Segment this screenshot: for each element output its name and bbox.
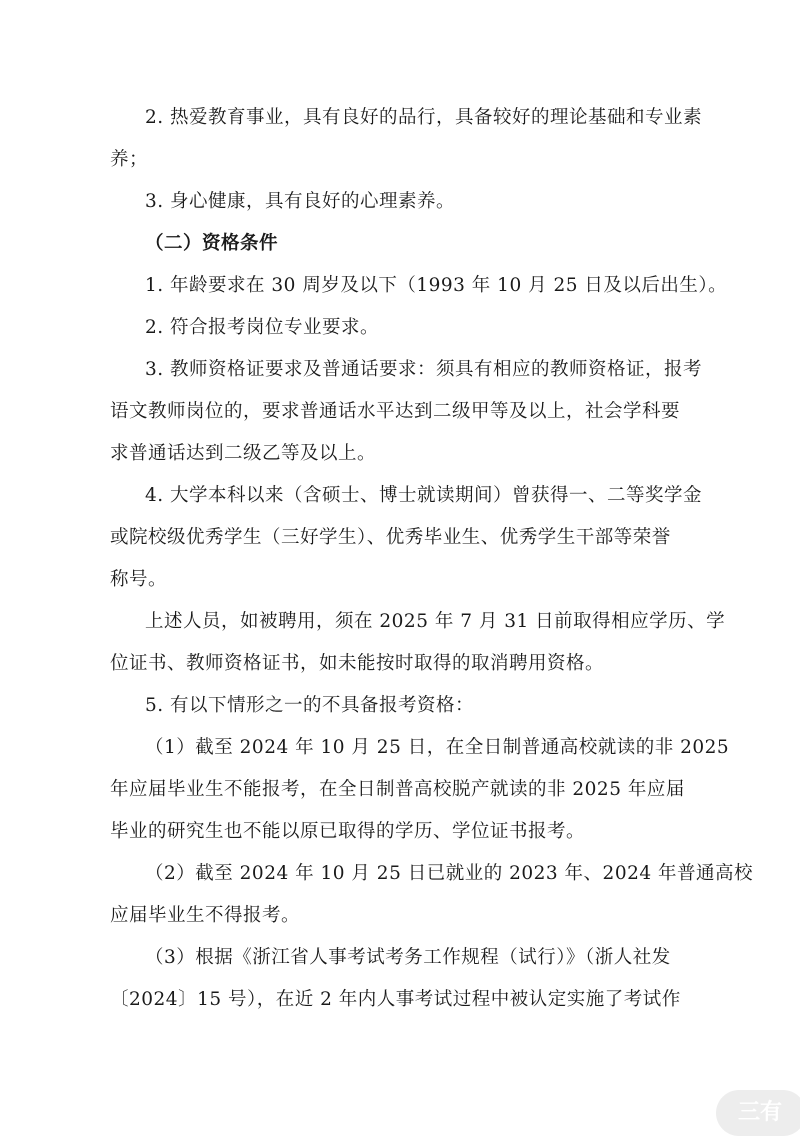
text-line: 求普通话达到二级乙等及以上。 — [110, 443, 377, 464]
section-heading: （二）资格条件 — [145, 233, 279, 254]
text-line: 或院校级优秀学生（三好学生）、优秀毕业生、优秀学生干部等荣誉 — [110, 527, 671, 548]
text-line: 应届毕业生不得报考。 — [110, 905, 301, 926]
text-line: 年应届毕业生不能报考，在全日制普高校脱产就读的非 2025 年应届 — [110, 779, 685, 800]
text-line: 1. 年龄要求在 30 周岁及以下（1993 年 10 月 25 日及以后出生）。 — [145, 275, 728, 296]
text-line: 5. 有以下情形之一的不具备报考资格： — [145, 695, 475, 716]
text-line: 位证书、教师资格证书，如未能按时取得的取消聘用资格。 — [110, 653, 605, 674]
text-line: 称号。 — [110, 569, 168, 590]
text-line: 〔2024〕15 号），在近 2 年内人事考试过程中被认定实施了考试作 — [110, 989, 681, 1010]
text-line: 4. 大学本科以来（含硕士、博士就读期间）曾获得一、二等奖学金 — [145, 485, 703, 506]
text-line: 毕业的研究生也不能以原已取得的学历、学位证书报考。 — [110, 821, 586, 842]
text-line: （2）截至 2024 年 10 月 25 日已就业的 2023 年、2024 年普通高校 — [145, 863, 754, 884]
text-line: 3. 教师资格证要求及普通话要求：须具有相应的教师资格证，报考 — [145, 359, 703, 380]
text-line: 上述人员，如被聘用，须在 2025 年 7 月 31 日前取得相应学历、学 — [145, 611, 726, 632]
text-line: 养； — [110, 149, 149, 170]
text-line: 语文教师岗位的，要求普通话水平达到二级甲等及以上，社会学科要 — [110, 401, 681, 422]
watermark-badge: 三有 — [716, 1090, 800, 1136]
text-line: （3）根据《浙江省人事考试考务工作规程（试行）》（浙人社发 — [145, 947, 671, 968]
text-line: 2. 符合报考岗位专业要求。 — [145, 317, 380, 338]
text-line: 2. 热爱教育事业，具有良好的品行，具备较好的理论基础和专业素 — [145, 107, 703, 128]
text-line: （1）截至 2024 年 10 月 25 日，在全日制普通高校就读的非 2025 — [145, 737, 730, 758]
text-line: 3. 身心健康，具有良好的心理素养。 — [145, 191, 456, 212]
